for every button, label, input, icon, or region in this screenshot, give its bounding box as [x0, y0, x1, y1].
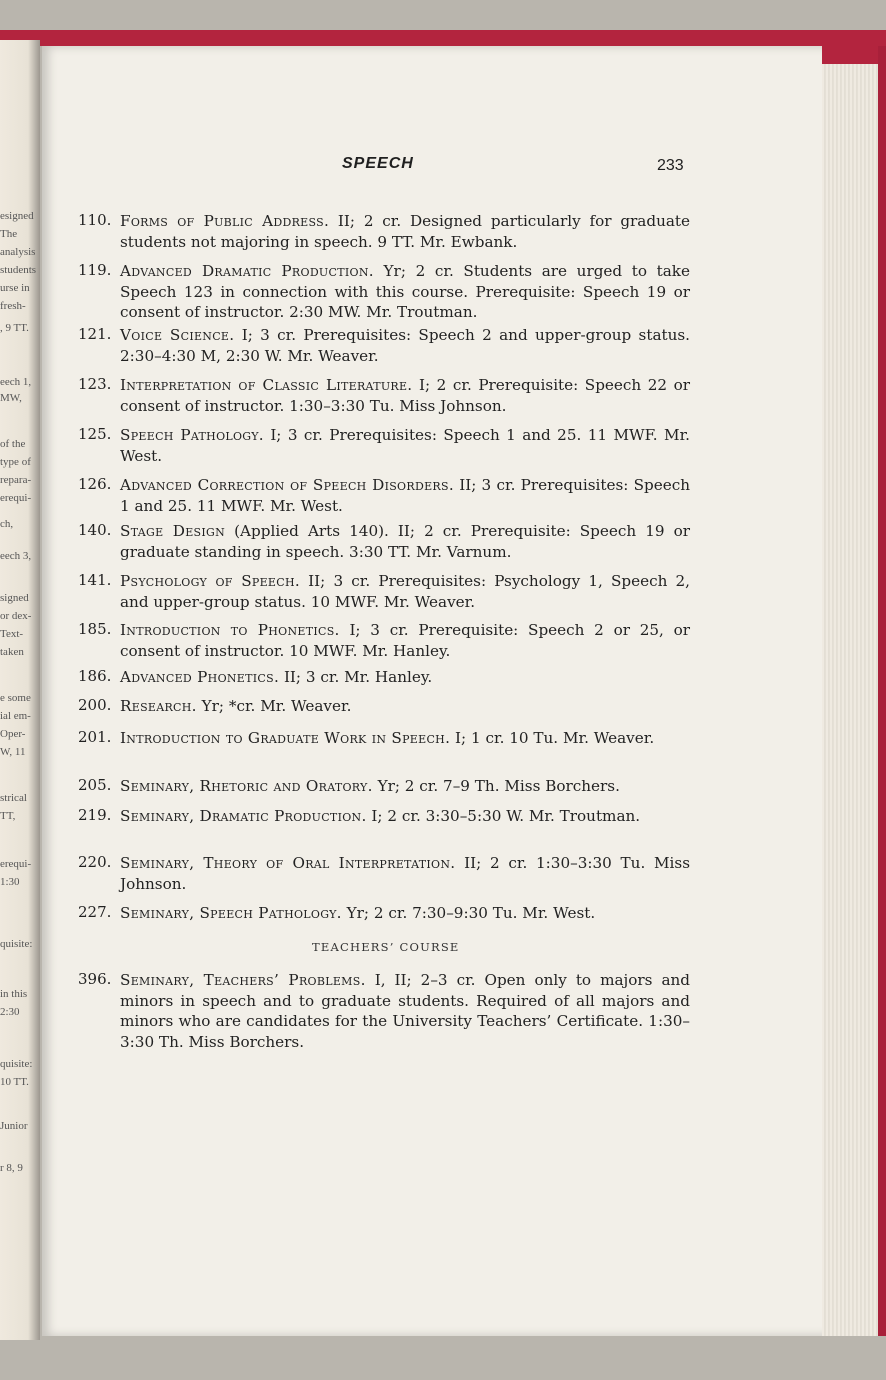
course-title: Psychology of Speech. [120, 572, 300, 590]
course-entry [78, 970, 698, 1052]
course-number: 205. [78, 776, 112, 794]
course-number: 141. [78, 571, 112, 589]
course-number: 396. [78, 970, 112, 988]
course-number: 200. [78, 696, 112, 714]
left-page-edge [0, 40, 40, 1340]
left-page-fragment: type of [0, 456, 31, 468]
course-entry [78, 211, 698, 252]
left-page-fragment: analysis [0, 246, 36, 258]
course-number: 140. [78, 521, 112, 539]
course-entry [78, 853, 698, 894]
left-page-fragment: r 8, 9 [0, 1162, 23, 1174]
course-entry [78, 475, 698, 516]
course-details: II; 2 cr. Designed particularly for graduate students not majoring in speech. 9 TT. Mr. Ewbank. [120, 212, 690, 251]
course-details: I; 2 cr. Prerequisite: Speech 22 or consent of instructor. 1:30–3:30 Tu. Miss Johnson. [120, 376, 690, 415]
course-title: Introduction to Phonetics. [120, 621, 340, 639]
left-page-fragment: Oper- [0, 728, 26, 740]
left-page-fragment: urse in [0, 282, 30, 294]
page-edges [822, 46, 886, 1336]
left-page-fragment: fresh- [0, 300, 26, 312]
course-entry [78, 776, 698, 797]
course-number: 186. [78, 667, 112, 685]
page-title: SPEECH [342, 155, 414, 172]
course-title: Speech Pathology. [120, 426, 264, 444]
red-edge-top [822, 46, 886, 64]
left-page-fragment: strical [0, 792, 27, 804]
course-entry [78, 806, 698, 827]
course-details: I; 3 cr. Prerequisites: Speech 1 and 25. 11 MWF. Mr. West. [120, 426, 690, 465]
course-details: Yr; 2 cr. 7–9 Th. Miss Borchers. [377, 777, 620, 795]
left-page-fragment: , 9 TT. [0, 322, 29, 334]
course-title: Seminary, Dramatic Production. [120, 807, 367, 825]
course-details: I; 2 cr. 3:30–5:30 W. Mr. Troutman. [371, 807, 641, 825]
left-page-fragment: students [0, 264, 37, 276]
left-page-fragment: W, 11 [0, 746, 26, 758]
left-page-fragment: quisite: [0, 1058, 33, 1070]
course-title: Introduction to Graduate Work in Speech. [120, 729, 451, 747]
course-details: I; 3 cr. Prerequisite: Speech 2 or 25, or consent of instructor. 10 MWF. Mr. Hanley. [120, 621, 691, 660]
course-number: 123. [78, 375, 112, 393]
course-title: Seminary, Rhetoric and Oratory. [120, 777, 373, 795]
course-entry [78, 620, 698, 661]
course-entry [78, 375, 698, 416]
left-page-fragment: MW, [0, 392, 22, 404]
course-details: II; 2 cr. 1:30–3:30 Tu. Miss Johnson. [120, 854, 691, 893]
course-number: 201. [78, 728, 112, 746]
course-title: Seminary, Theory of Oral Interpretation. [120, 854, 456, 872]
left-page-fragment: e some [0, 692, 31, 704]
course-details: I; 3 cr. Prerequisites: Speech 2 and upper-group status. 2:30–4:30 M, 2:30 W. Mr. Weaver. [120, 326, 690, 365]
course-entry [78, 667, 698, 688]
course-title: Seminary, Speech Pathology. [120, 904, 342, 922]
left-page-fragment: eech 3, [0, 550, 32, 562]
course-details: (Applied Arts 140). II; 2 cr. Prerequisite: Speech 19 or graduate standing in speech. 3:30 TT. Mr. Varnum. [120, 522, 691, 561]
course-entry [78, 571, 698, 612]
left-page-fragment: signed [0, 592, 29, 604]
course-title: Advanced Dramatic Production. [120, 262, 374, 280]
course-title: Stage Design [120, 522, 226, 540]
left-page-fragment: 10 TT. [0, 1076, 29, 1088]
course-entry [78, 425, 698, 466]
course-title: Advanced Phonetics. [120, 668, 280, 686]
left-page-fragment: of the [0, 438, 26, 450]
left-page-fragment: taken [0, 646, 24, 658]
course-details: Yr; *cr. Mr. Weaver. [201, 697, 352, 715]
course-details: Yr; 2 cr. 7:30–9:30 Tu. Mr. West. [346, 904, 596, 922]
course-title: Voice Science. [120, 326, 235, 344]
course-number: 220. [78, 853, 112, 871]
course-number: 185. [78, 620, 112, 638]
left-page-fragment: TT, [0, 810, 16, 822]
red-edge-right [878, 46, 886, 1336]
left-page-fragment: 1:30 [0, 876, 20, 888]
course-entry [78, 261, 698, 323]
course-number: 227. [78, 903, 112, 921]
course-entry [78, 903, 698, 924]
left-page-fragment: Junior [0, 1120, 28, 1132]
course-number: 125. [78, 425, 112, 443]
course-number: 126. [78, 475, 112, 493]
course-details: Yr; 2 cr. Students are urged to take Speech 123 in connection with this course. Prerequisite: Speech 19 or consent of instructor. 2:30 MW. Mr. Troutman. [120, 262, 690, 321]
course-details: I, II; 2–3 cr. Open only to majors and minors in speech and to graduate students. Required of all majors and minors who are candidates for the University Teachers’ Certificate. 1:30–3:30 Th. Miss Borchers. [120, 971, 690, 1051]
left-page-fragment: ial em- [0, 710, 31, 722]
left-page-fragment: ch, [0, 518, 14, 530]
left-page-fragment: in this [0, 988, 28, 1000]
course-number: 219. [78, 806, 112, 824]
course-entry [78, 696, 698, 717]
section-heading: TEACHERS’ COURSE [312, 940, 460, 954]
running-head [0, 155, 886, 179]
left-page-fragment: Text- [0, 628, 24, 640]
course-entry [78, 325, 698, 366]
course-title: Forms of Public Address. [120, 212, 330, 230]
page-number: 233 [657, 157, 684, 174]
left-page-fragment: The [0, 228, 18, 240]
left-page-fragment: erequi- [0, 858, 32, 870]
left-page-fragment: erequi- [0, 492, 32, 504]
course-number: 121. [78, 325, 112, 343]
course-details: II; 3 cr. Mr. Hanley. [283, 668, 433, 686]
course-details: II; 3 cr. Prerequisites: Speech 1 and 25. 11 MWF. Mr. West. [120, 476, 690, 515]
course-details: I; 1 cr. 10 Tu. Mr. Weaver. [455, 729, 655, 747]
course-entry [78, 521, 698, 562]
course-title: Advanced Correction of Speech Disorders. [120, 476, 454, 494]
left-page-fragment: eech 1, [0, 376, 32, 388]
left-page-fragment: 2:30 [0, 1006, 20, 1018]
course-number: 119. [78, 261, 112, 279]
course-entry [78, 728, 698, 749]
left-page-fragment: or dex- [0, 610, 32, 622]
course-title: Seminary, Teachers’ Problems. [120, 971, 366, 989]
left-page-fragment: esigned [0, 210, 34, 222]
book-edge-top [0, 30, 886, 46]
course-details: II; 3 cr. Prerequisites: Psychology 1, Speech 2, and upper-group status. 10 MWF. Mr. Weaver. [120, 572, 691, 611]
course-title: Research. [120, 697, 197, 715]
left-page-fragment: quisite: [0, 938, 33, 950]
course-title: Interpretation of Classic Literature. [120, 376, 413, 394]
course-number: 110. [78, 211, 112, 229]
left-page-fragment: repara- [0, 474, 32, 486]
